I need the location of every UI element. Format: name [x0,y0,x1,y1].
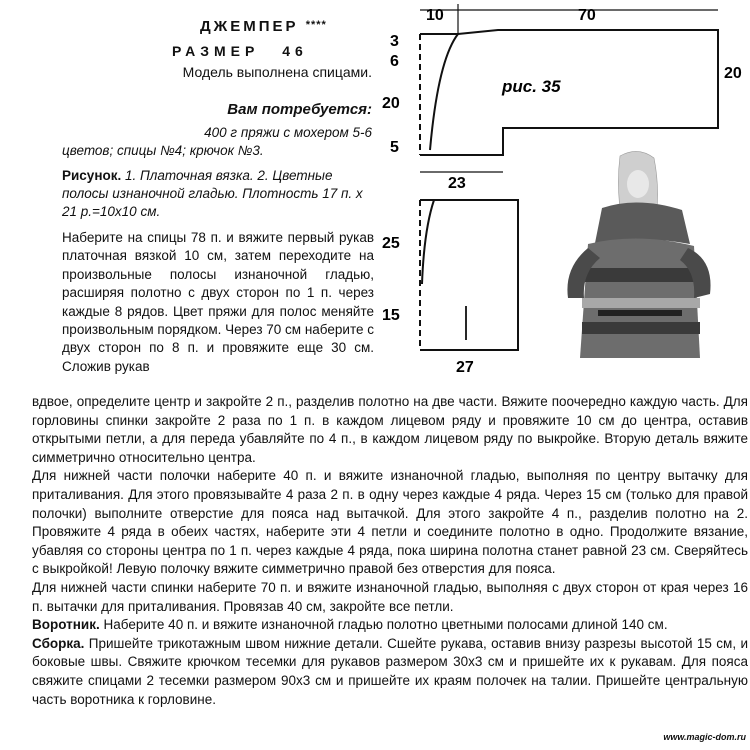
instructions-start: Наберите на спицы 78 п. и вяжите первый рукав платочная вязкой 10 см, затем переходите на произвольные полосы изнаночной гладью, расширяя полотно с двух сторон по 1 п. через каждые 8 рядов. Цвет пряжи для полос меняйте произвольным порядком. Через 70 см наберите с двух сторон по 8 п. и провяжите еще 30 см. Сложив рукав [62,230,374,374]
paragraph-back: Для нижней части спинки наберите 70 п. и вяжите изнаночной гладью, выполняя с двух сторон от края через 16 п. вытачки для приталивания. Провязав 40 см, закройте все петли. [32,579,748,614]
dim-right: 20 [724,65,742,82]
front-shaping-curve [422,200,434,284]
source-url: www.magic-dom.ru [663,732,746,742]
front-dim-left-2: 15 [382,307,400,324]
paragraph-assembly [32,635,748,709]
dim-left-4: 5 [390,139,399,156]
pattern-description [62,167,372,221]
pattern-text: 1. Платочная вязка. 2. Цветные полосы изнаночной гладью. Плотность 17 п. х 21 р.=10х10 см. [62,168,363,219]
materials-line-2: цветов; спицы №4; крючок №3. [62,143,264,158]
model-line: Модель выполнена спицами. [182,64,372,80]
neck-curve [430,34,458,150]
collar-text: Наберите 40 п. и вяжите изнаночной гладью полотно цветными полосами длиной 140 см. [103,617,668,633]
sleeve-outline [420,30,718,155]
figure-caption: рис. 35 [502,77,561,96]
collar-label: Воротник. [32,617,100,633]
model-photo [558,148,718,358]
dim-left-3: 20 [382,95,400,112]
materials-heading: Вам потребуется: [227,101,372,118]
dim-bottom: 23 [448,175,466,192]
front-dim-left-1: 25 [382,235,400,252]
title-text: ДЖЕМПЕР [200,18,299,35]
dim-left-1: 3 [390,33,399,50]
instructions-body [32,393,748,709]
sleeve-pattern-diagram [378,0,750,192]
dim-top-left: 10 [426,7,444,24]
front-outline [420,200,518,350]
materials-line-1: 400 г пряжи с мохером 5-6 [204,125,372,140]
front-dim-bottom: 27 [456,359,474,376]
pattern-label: Рисунок. [62,168,122,183]
materials-list [62,124,372,160]
dim-left-2: 6 [390,53,399,70]
front-pattern-diagram [378,190,548,380]
paragraph-collar [32,616,748,635]
size-line [172,43,308,59]
paragraph-sleeves: вдвое, определите центр и закройте 2 п., разделив полотно на две части. Вяжите поочередно каждую часть. Для горловины спинки закройте 2 раза по 1 п. в каждом лицевом ряду и провяжите 10 см до центра, оставив открытыми петли, а для переда убавляйте по 4 п., в каждом лицевом ряду по выкройке. Вторую деталь вяжите симметрично относительно центра. [32,394,748,465]
assembly-label: Сборка. [32,635,85,651]
size-value: 46 [282,43,308,59]
paragraph-front: Для нижней части полочки наберите 40 п. и вяжите изнаночной гладью, выполняя по центру вытачку для приталивания. Для этого провязывайте 4 раза 2 п. в одну через каждые 4 ряда. Через 15 см (только для правой полочки) выполните отверстие для пояса над вытачкой. Для этого закройте 4 п., разделив полотно на 2. Провяжите 4 ряда в обеих частях, наберите эти 4 петли и соедините полотно в одно. Продолжите вязание, убавляя со стороны центра по 1 п. через каждые 4 ряда, пока ширина полотна станет равной 23 см. Сверяйтесь с выкройкой! Левую полочку вяжите симметрично правой без отверстия для пояса. [32,468,748,577]
dim-top-right: 70 [578,7,596,24]
difficulty-stars: **** [305,19,327,31]
assembly-text: Пришейте трикотажным швом нижние детали. Сшейте рукава, оставив внизу разрезы высотой 15 см, и боковые швы. Свяжите крючком тесемки для рукавов размером 30х3 см и пришейте их к рукавам. Для пояса свяжите спицами 2 тесемки размером 90х3 см и пришейте их краям полочек на талии. Пришейте центральную часть воротника к горловине. [32,635,748,707]
size-label: РАЗМЕР [172,43,260,59]
garment-title [200,18,327,35]
